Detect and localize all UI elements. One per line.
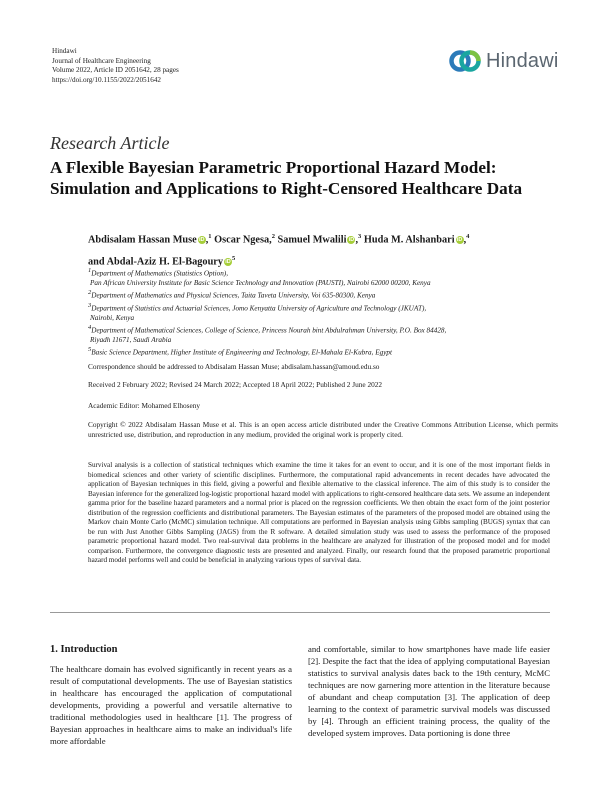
- affil-number: 5: [88, 346, 92, 354]
- affil-number: 3: [88, 302, 92, 309]
- author-name: Samuel Mwalili: [277, 234, 347, 246]
- doi-link[interactable]: https://doi.org/10.1155/2022/2051642: [52, 75, 162, 84]
- title-line: A Flexible Bayesian Parametric Proportional Hazard Model:: [50, 158, 497, 177]
- title-line: Simulation and Applications to Right-Censored Healthcare Data: [50, 179, 523, 198]
- orcid-icon[interactable]: iD: [225, 259, 231, 266]
- volume-line: Volume 2022, Article ID 2051642, 28 pages: [52, 66, 179, 75]
- section-heading: 1. Introduction: [50, 644, 118, 655]
- affil-number: 2: [88, 289, 92, 297]
- academic-editor: Academic Editor: Mohamed Elhoseny: [88, 401, 201, 410]
- author-name: Huda M. Alshanbari: [363, 234, 455, 246]
- abstract: Survival analysis is a collection of statistical techniques which examine the time it takes for an event to occur, and it is one of the most important fields in biomedical sciences and other variety of scientific disciplines. Furthermore, the computational rapid advancements in recent decades have advocated the application of Bayesian techniques in this field, giving a powerful and flexible alternative to the classical inference. The aim of this study is to consider the Bayesian inference for the generalized log-logistic proportional hazard model with applications to right-censored healthcare data sets. We assume an independent gamma prior for the baseline hazard parameters and a normal prior is placed on the regression coefficients. We then obtain the exact form of the joint posterior distribution of the regression coefficients and distributional parameters. The Bayesian estimates of the parameters of the proposed model are obtained using the Markov chain Monte Carlo (McMC) simulation technique. All computations are performed in Bayesian analysis using Gibbs sampling (BUGS) syntax that can be run with Just Another Gibbs Sampling (JAGS) from the R software. A detailed simulation study was used to assess the performance of the proposed parametric proportional hazard model. Two real-survival data problems in the healthcare are analyzed for illustration of the proposed model and for model comparison. Furthermore, the convergence diagnostic tests are presented and analyzed. Finally, our research found that the proposed parametric proportional hazard model performs well and could be beneficial in analyzing various types of survival data.: [88, 461, 550, 565]
- publication-dates: Received 2 February 2022; Revised 24 March 2022; Accepted 18 April 2022; Published 2 June 2022: [88, 380, 383, 389]
- hindawi-logo-icon: [448, 46, 482, 76]
- publisher-name: Hindawi: [52, 47, 77, 55]
- article-title: [50, 157, 550, 199]
- affil-text: Department of Statistics and Actuarial Sciences, Jomo Kenyatta University of Agriculture and Technology (JKUAT),: [91, 304, 427, 313]
- copyright-notice: Copyright © 2022 Abdisalam Hassan Muse et al. This is an open access article distributed under the Creative Commons Attribution License, which permits unrestricted use, distribution, and reproduction in any medium, provided the original work is properly cited.: [88, 420, 558, 439]
- affil-number: 1: [88, 267, 92, 274]
- affil-text: Riyadh 11671, Saudi Arabia: [90, 336, 172, 344]
- author-name: and Abdal-Aziz H. El-Bagoury: [88, 256, 224, 268]
- orcid-icon[interactable]: iD: [198, 237, 205, 244]
- author-affil: 2: [271, 233, 275, 240]
- affil-text: Department of Mathematics and Physical Sciences, Taita Taveta University, Voi 635-80300, Kenya: [91, 291, 376, 300]
- logo-text: Hindawi: [486, 49, 559, 72]
- affil-text: Department of Mathematical Sciences, College of Science, Princess Nourah bint Abdulrahman University, P.O. Box 84428,: [91, 326, 447, 335]
- author-name: Abdisalam Hassan Muse: [88, 234, 197, 246]
- author-affil: 1: [208, 233, 212, 240]
- divider: [50, 612, 550, 613]
- correspondence: Correspondence should be addressed to Abdisalam Hassan Muse; abdisalam.hassan@amoud.edu.so: [88, 362, 380, 371]
- affiliation-item: [88, 288, 558, 301]
- affiliation-item: [88, 345, 558, 358]
- author-affil: 5: [232, 254, 236, 262]
- affiliations: [88, 266, 558, 358]
- author-affil: 3: [358, 233, 362, 240]
- orcid-icon[interactable]: iD: [456, 237, 463, 244]
- orcid-icon[interactable]: iD: [348, 237, 355, 244]
- affil-text: Basic Science Department, Higher Institute of Engineering and Technology, El-Mahala El-Kubra, Egypt: [91, 348, 393, 357]
- article-type: Research Article: [50, 133, 170, 153]
- journal-header: [52, 47, 179, 85]
- affiliation-item: [88, 266, 558, 288]
- affil-text: Department of Mathematics (Statistics Option),: [91, 269, 228, 278]
- intro-column-right: and comfortable, similar to how smartphones have made life easier [2]. Despite the fact that the idea of applying computational Bayesian statistics to survival analysis dates back to the 19th century, McMC techniques are now garnering more attention in the literature because of abundant and cheap computation [3]. The application of deep learning to the context of parametric survival models was discussed by [4]. Through an efficient training process, the quality of the developed system improves. Data portioning is done three: [308, 644, 550, 738]
- journal-name: Journal of Healthcare Engineering: [52, 56, 151, 65]
- affiliation-item: [88, 301, 558, 323]
- affil-text: Pan African University Institute for Basic Science Technology and Innovation (PAUSTI), Nairobi 62000 00200, Kenya: [90, 278, 431, 287]
- hindawi-logo: [448, 46, 559, 76]
- affiliation-item: [88, 323, 558, 345]
- affil-text: Nairobi, Kenya: [90, 313, 135, 322]
- author-list: Abdisalam Hassan Muse iD,$^1$ Oscar Ngesa,$^2$ Samuel Mwalili iD,$^3$ Huda M. Alshanbari iD,$^4$ and Abdal-Aziz H. El-Bagoury $iD^5$: [88, 233, 470, 268]
- affil-number: 4: [88, 324, 92, 332]
- intro-column-left: The healthcare domain has evolved significantly in recent years as a result of computational developments. The use of Bayesian statistics in healthcare has encouraged the application of computational developments, providing a powerful and versatile alternative to traditional methodologies used in healthcare [1]. The progress of Bayesian approaches in healthcare aims to make an individual's life more affordable: [50, 664, 292, 746]
- author-affil: 4: [466, 233, 470, 240]
- author-name: Oscar Ngesa,: [214, 234, 272, 246]
